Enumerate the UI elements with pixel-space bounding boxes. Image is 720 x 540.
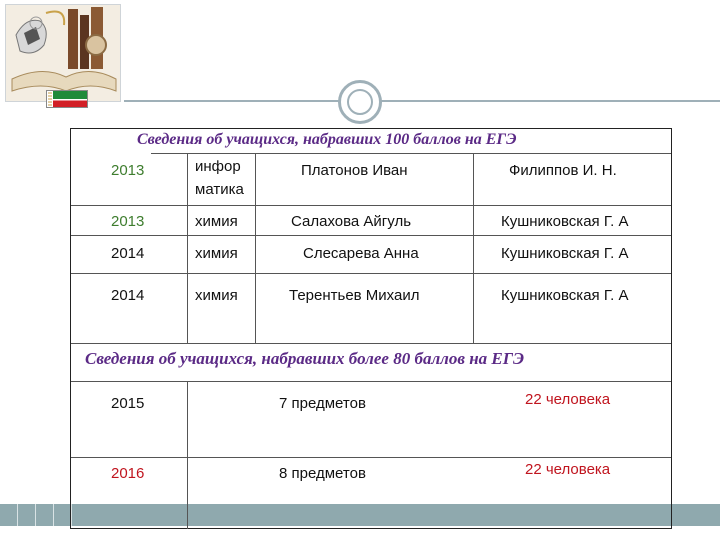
table-row-student: Слесарева Анна [303, 245, 419, 262]
header-divider [124, 100, 720, 102]
table-row-students: 22 человека [525, 391, 611, 408]
footer-cell [0, 504, 18, 526]
col-divider [187, 153, 188, 343]
school-emblem-logo [5, 4, 121, 102]
table-row-teacher: Кушниковская Г. А [501, 213, 629, 230]
emblem-picture [6, 5, 120, 101]
table-row-subject: химия [195, 213, 238, 230]
table-row-subjects: 8 предметов [279, 465, 366, 482]
row-divider [71, 343, 671, 344]
col-divider [187, 381, 188, 529]
col-divider [473, 153, 474, 343]
row-divider [71, 235, 671, 236]
table-row-year: 2016 [111, 465, 145, 482]
table-row-year: 2015 [111, 395, 145, 412]
table-row-teacher: Кушниковская Г. А [501, 287, 629, 304]
table-row-subject: инфор [195, 158, 241, 175]
row-divider [71, 457, 671, 458]
table-row-students: 22 человека [525, 461, 611, 478]
footer-cell [36, 504, 54, 526]
table-row-student: Платонов Иван [301, 162, 408, 179]
table-row-subject: химия [195, 245, 238, 262]
table-row-year: 2014 [111, 245, 145, 262]
table-row-subject: химия [195, 287, 238, 304]
table-row-teacher: Кушниковская Г. А [501, 245, 629, 262]
table-row-year: 2014 [111, 287, 145, 304]
footer-cell [18, 504, 36, 526]
table-row-year: 2013 [111, 213, 145, 230]
table-row-student: Терентьев Михаил [289, 287, 420, 304]
table-row-subject: матика [195, 181, 244, 198]
table-row-teacher: Филиппов И. Н. [509, 162, 617, 179]
caption-100-points: Сведения об учащихся, набравших 100 баллов на ЕГЭ [137, 131, 517, 148]
results-table [70, 128, 672, 529]
caption-underline [71, 381, 671, 382]
col-divider [255, 153, 256, 343]
caption-80-points: Сведения об учащихся, набравших более 80 баллов на ЕГЭ [85, 349, 525, 368]
caption-underline [151, 153, 671, 154]
chechen-flag-icon [46, 90, 88, 108]
row-divider [71, 273, 671, 274]
row-divider [71, 205, 671, 206]
table-row-student: Салахова Айгуль [291, 213, 412, 230]
table-row-year: 2013 [111, 162, 145, 179]
circle-ornament-icon [338, 80, 382, 124]
table-row-subjects: 7 предметов [279, 395, 366, 412]
